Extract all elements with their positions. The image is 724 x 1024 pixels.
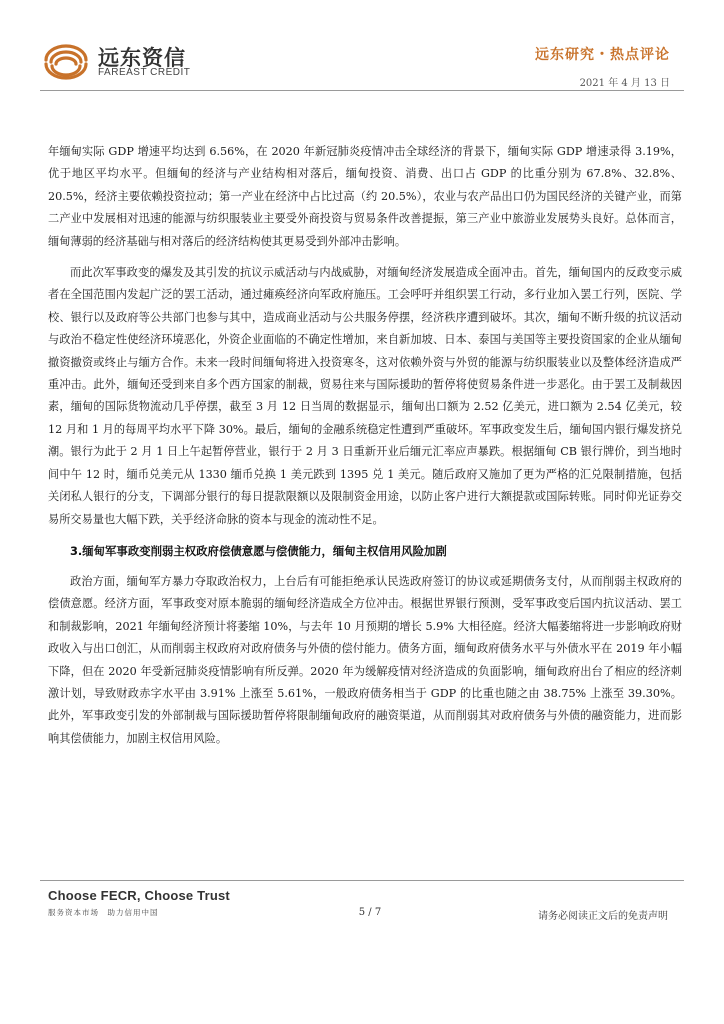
fareast-credit-logo-icon	[40, 40, 92, 80]
disclaimer-note: 请务必阅读正文后的免责声明	[538, 911, 668, 922]
document-body	[48, 141, 682, 759]
footer-divider	[40, 880, 684, 881]
footer-slogan: Choose FECR, Choose Trust	[48, 888, 230, 903]
report-category-tag: 远东研究・热点评论	[535, 47, 670, 63]
page-number: 5 / 7	[358, 907, 382, 918]
logo-english-name: FAREAST CREDIT	[98, 67, 191, 78]
paragraph: 而此次军事政变的爆发及其引发的抗议示威活动与内战威胁，对缅甸经济发展造成全面冲击。首先，缅甸国内的反政变示威者在全国范围内发起广泛的罢工活动，通过瘫痪经济向军政府施压。工会呼吁并组织罢工行动，多行业加入罢工行列，医院、学校、银行以及政府等公共部门也参与其中，造成商业活动与公共服务停摆，经济秩序遭到破坏。其次，缅甸不断升级的抗议活动与政治不稳定性使经济环境恶化，外资企业面临的不确定性增加，来自新加坡、日本、泰国与美国等主要投资国家的企业从缅甸撤资撤资或终止与缅方合作。未来一段时间缅甸将进入投资寒冬，这对依赖外资与外贸的能源与纺织服装业以及整体经济造成严重冲击。此外，缅甸还受到来自多个西方国家的制裁，贸易往来与国际援助的暂停将使贸易条件进一步恶化。由于罢工及制裁因素，缅甸的国际货物流动几乎停摆，截至 3 月 12 日当周的数据显示，缅甸出口额为 2.52 亿美元，进口额为 2.54 亿美元，较 12 月和 1 月的每周平均水平下降 30%。最后，缅甸的金融系统稳定性遭到严重破坏。军事政变发生后，缅甸国内银行爆发挤兑潮。银行为此于 2 月 1 日上午起暂停营业，银行于 2 月 3 日重新开业后缅元汇率应声暴跌。根据缅甸 CB 银行牌价，到当地时间中午 12 时，缅币兑美元从 1330 缅币兑换 1 美元跌到 1395 兑 1 美元。随后政府又施加了更为严格的汇兑限制措施，包括关闭私人银行的分支，下调部分银行的每日提款限额以及限制资金用途，以防止客户进行大额提款或国际转账。同时仰光证券交易所交易量也大幅下跌，关乎经济命脉的资本与现金的流动性不足。	[48, 266, 682, 526]
report-header	[535, 44, 670, 64]
report-date: 2021 年 4 月 13 日	[579, 78, 670, 89]
paragraph: 年缅甸实际 GDP 增速平均达到 6.56%，在 2020 年新冠肺炎疫情冲击全球经济的背景下，缅甸实际 GDP 增速录得 3.19%，优于地区平均水平。但缅甸的经济与产业结构相对落后，缅甸投资、消费、出口占 GDP 的比重分别为 67.8%、32.8%、20.5%，经济主要依赖投资拉动；第一产业在经济中占比过高（约 20.5%），农业与农产品出口仍为国民经济的关键产业，而第二产业中发展相对迅速的能源与纺织服装业主要受外商投资与贸易条件改善提振，第三产业中旅游业发展势头良好。总体而言，缅甸薄弱的经济基础与相对落后的经济结构使其更易受到外部冲击影响。	[48, 145, 682, 248]
footer-sub-slogan: 服务资本市场 助力信用中国	[48, 908, 159, 917]
section-heading: 3.缅甸军事政变削弱主权政府偿债意愿与偿债能力，缅甸主权信用风险加剧	[70, 543, 447, 558]
logo-chinese-name: 远东资信	[98, 46, 186, 70]
paragraph: 政治方面，缅甸军方暴力夺取政治权力，上台后有可能拒绝承认民选政府签订的协议或延期债务支付，从而削弱主权政府的偿债意愿。经济方面，军事政变对原本脆弱的缅甸经济造成全方位冲击。根据世界银行预测，受军事政变后国内抗议活动、罢工和制裁影响，2021 年缅甸经济预计将萎缩 10%，与去年 10 月预期的增长 5.9% 大相径庭。经济大幅萎缩将进一步影响政府财政收入与出口创汇，从而削弱主权政府对政府债务与外债的偿付能力。债务方面，缅甸政府债务水平与外债水平在 2019 年小幅下降，但在 2020 年受新冠肺炎疫情影响有所反弹。2020 年为缓解疫情对经济造成的负面影响，缅甸政府出台了相应的经济刺激计划，导致财政赤字水平由 3.91% 上涨至 5.61%，一般政府债务相当于 GDP 的比重也随之由 38.75% 上涨至 39.30%。此外，军事政变引发的外部制裁与国际援助暂停将限制缅甸政府的融资渠道，从而削弱其对政府债务与外债的融资能力，进而影响其偿债能力，加剧主权信用风险。	[48, 574, 682, 745]
header-divider	[40, 90, 684, 91]
company-logo	[40, 40, 240, 82]
